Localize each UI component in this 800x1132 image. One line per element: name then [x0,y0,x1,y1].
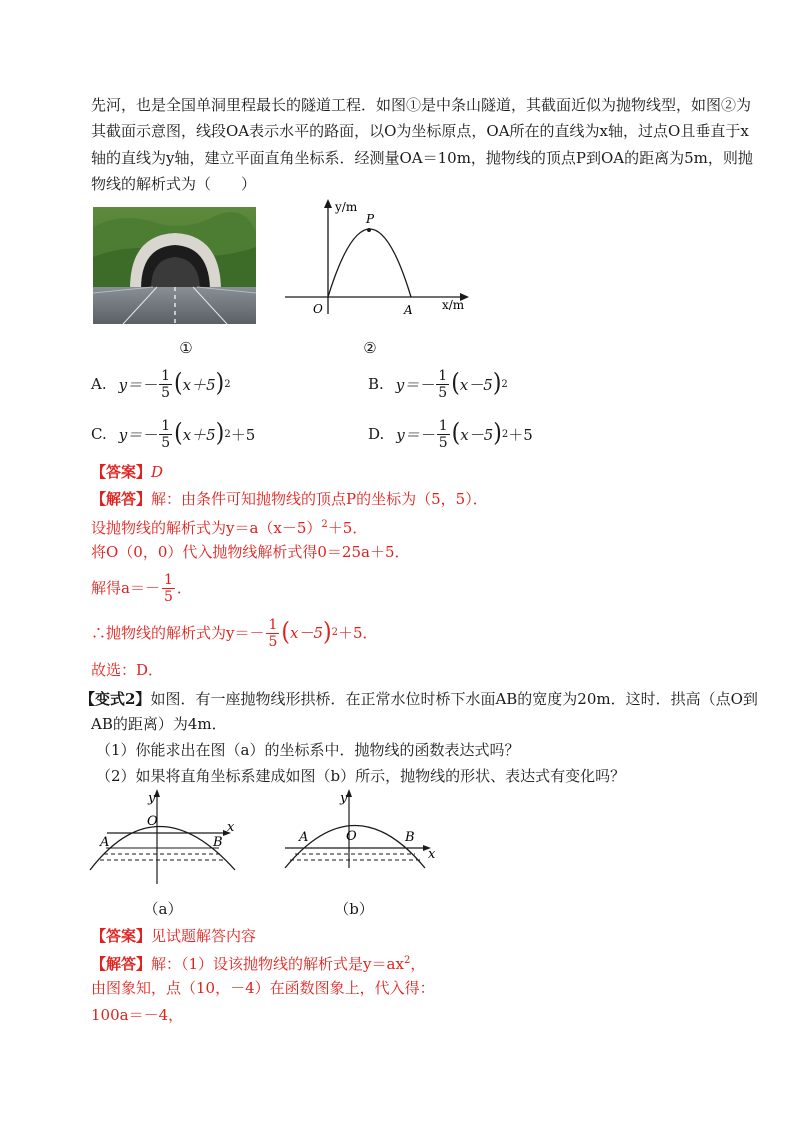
explain-line-4 [91,566,731,610]
explain-step-1: 解：由条件可知抛物线的顶点P的坐标为（5，5）． [151,490,488,508]
variant-2-question-1: （1）你能求出在图（a）的坐标系中．抛物线的函数表达式吗？ [96,741,520,759]
explain-2-line-2: 由图象知，点（10，－4）在函数图象上，代入得： [91,979,435,997]
fig-b-x: x [428,847,436,862]
fig-a-x: x [227,820,235,835]
option-d-fraction [437,418,450,451]
tunnel-photo [93,207,256,324]
left-paren: ( [281,618,290,647]
answer-value: D [151,463,164,481]
bridge-figure-a [85,788,245,888]
explain-step-5-inner: x－5 [290,624,324,642]
parabola-diagram [280,196,480,326]
explain-2-line-1 [91,948,731,977]
explain-tag: 【解答】 [91,490,152,508]
option-b-inner: x－5 [459,375,493,394]
option-d[interactable] [368,414,533,454]
answer-2-value: 见试题解答内容 [151,927,257,945]
figure-b-caption: （b） [334,900,374,918]
origin-label: O [313,302,323,316]
intro-line-3: 轴的直线为y轴，建立平面直角坐标系．经测量OA＝10m，抛物线的顶点P到OA的距离为5m，则抛 [91,149,753,167]
explain-step-5-num: 1 [268,616,278,633]
explain-step-5-exp: 2 [331,627,338,638]
variant-2-line-1 [80,686,758,712]
option-b-num: 1 [438,367,448,384]
explain-step-5-den: 5 [268,633,278,650]
left-paren: ( [174,369,183,398]
option-c-den: 5 [161,434,171,451]
option-c-lhs: y＝－ [118,425,158,444]
option-d-exp: 2 [501,428,509,440]
right-paren: ) [215,419,225,448]
intro-line-2: 其截面示意图，线段OA表示水平的路面，以O为坐标原点，OA所在的直线为x轴，过点O且垂直于x [91,122,749,140]
y-axis-label: y/m [335,200,358,214]
option-c[interactable] [91,414,255,454]
right-paren: ) [493,419,502,448]
explain-2-line-3: 100a＝－4， [91,1006,184,1024]
option-d-tail: ＋5 [508,425,533,444]
variant-2-question-2: （2）如果将直角坐标系建成如图（b）所示，抛物线的形状、表达式有变化吗？ [96,767,626,785]
option-a-fraction [159,368,172,401]
intro-line-1: 先河，也是全国单洞里程最长的隧道工程．如图①是中条山隧道，其截面近似为抛物线型，如图②为 [91,96,752,114]
option-a-inner: x＋5 [182,375,216,394]
vertex-label-p: P [366,212,375,226]
explain-line-3: 将O（0，0）代入抛物线解析式得0＝25a＋5． [91,543,410,561]
option-d-den: 5 [438,434,448,451]
fig-a-o: O [147,814,158,829]
option-a-num: 1 [161,367,171,384]
option-a-exp: 2 [224,378,231,390]
explain-step-4-den: 5 [163,588,173,605]
option-d-inner: x－5 [460,425,494,444]
figure-a-caption: （a） [143,900,183,918]
right-paren: ) [323,618,332,647]
explain-step-2b: ＋5． [327,519,368,537]
option-b-den: 5 [438,384,448,401]
option-a[interactable] [91,364,231,404]
fig-b-o: O [346,829,357,844]
option-b-lhs: y＝－ [395,375,435,394]
option-c-fraction [159,418,172,451]
point-a-label: A [404,303,413,317]
option-a-label: A. [91,375,107,393]
explain-step-2a: 设抛物线的解析式为y＝a（x－5） [91,519,322,537]
bridge-figure-b [275,788,445,878]
explain-2-step-1b: ， [410,955,426,973]
x-axis-label: x/m [442,298,465,312]
explain-step-4-post: ． [176,579,192,597]
option-a-den: 5 [161,384,171,401]
explain-step-4-pre: 解得a＝－ [91,579,160,597]
variant-2-text-1: 如图．有一座抛物线形拱桥．在正常水位时桥下水面AB的宽度为20m．这时．拱高（点O到 [150,690,758,708]
right-paren: ) [215,369,225,398]
explain-step-4-num: 1 [163,571,173,588]
intro-line-4: 物线的解析式为（ ） [91,175,257,193]
option-b-exp: 2 [501,378,508,390]
fig-b-a: A [299,830,309,845]
explain-2-step-1-exp: 2 [403,955,411,966]
option-d-lhs: y＝－ [396,425,435,444]
explain-line-1 [91,486,731,512]
option-c-exp: 2 [224,428,231,440]
explain-step-4-fraction [162,572,175,605]
answer-line [91,459,731,485]
answer-tag: 【答案】 [91,463,152,481]
explain-step-5-pre: ∴抛物线的解析式为y＝－ [91,624,265,642]
explain-line-5 [91,611,731,655]
explain-line-2 [91,512,731,541]
option-d-num: 1 [438,417,448,434]
explain-step-5-tail: ＋5． [337,624,378,642]
explain-step-5-fraction [266,617,279,650]
variant-2-line-2: AB的距离）为4m． [91,715,227,733]
left-paren: ( [174,419,183,448]
answer-2-line [91,923,731,949]
left-paren: ( [451,419,461,448]
explain-2-step-1a: 解：（1）设该抛物线的解析式是y＝ax [151,955,404,973]
option-c-inner: x＋5 [182,425,216,444]
figure-2-caption: ② [363,339,377,357]
option-b-fraction [436,368,449,401]
fig-a-a: A [100,835,110,850]
answer-2-tag: 【答案】 [91,927,152,945]
option-b[interactable] [368,364,508,404]
option-c-tail: ＋5 [230,425,256,444]
fig-b-b: B [405,830,415,845]
option-c-num: 1 [161,417,171,434]
option-b-label: B. [368,375,384,393]
left-paren: ( [451,369,460,398]
option-a-lhs: y＝－ [118,375,158,394]
option-d-label: D. [368,425,385,443]
explain-line-6: 故选：D． [91,661,164,679]
figure-1-caption: ① [179,339,193,357]
fig-a-b: B [213,835,223,850]
explain-2-tag: 【解答】 [91,955,152,973]
variant-2-tag: 【变式2】 [80,690,151,708]
fig-a-y: y [148,791,156,806]
explain-step-2-exp: 2 [321,519,328,530]
option-c-label: C. [91,425,107,443]
fig-b-y: y [340,791,348,806]
right-paren: ) [492,369,502,398]
